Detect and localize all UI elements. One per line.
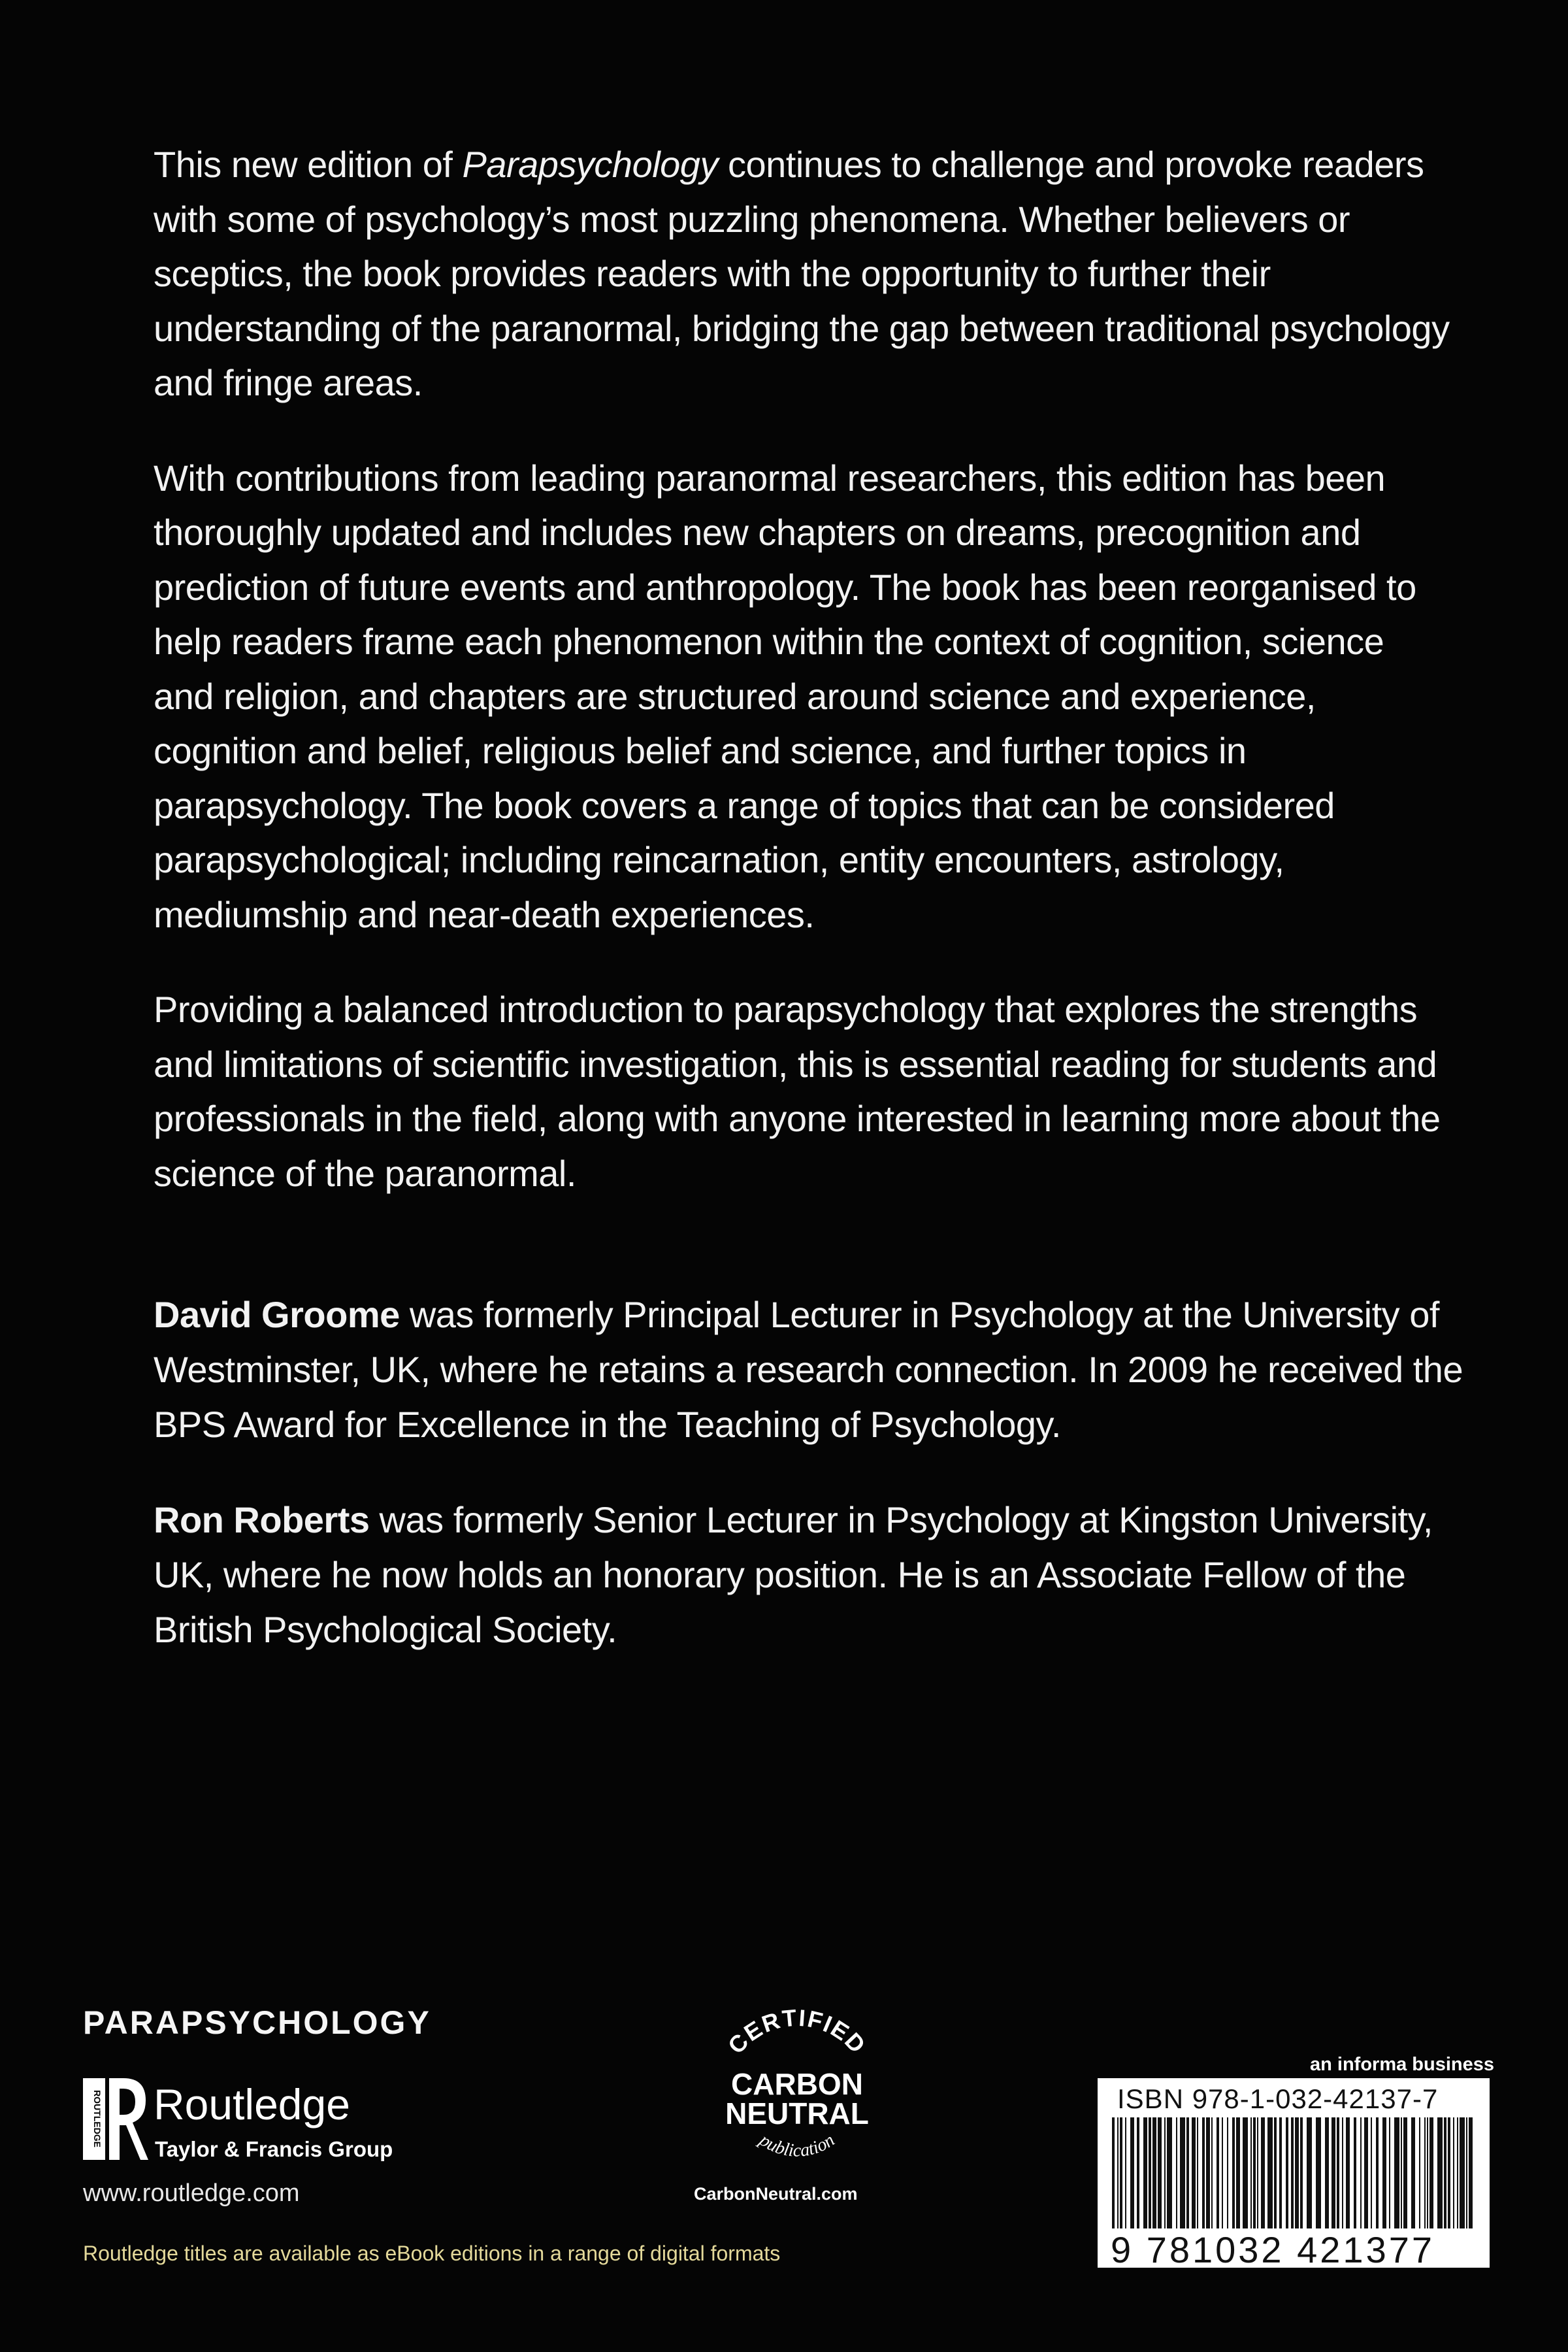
svg-text:publication: [755, 2129, 838, 2161]
author-bio-groome: [154, 1287, 1499, 1452]
blurb-p1-lead: This new edition of: [154, 144, 463, 185]
seal-bottom-text: publication: [755, 2130, 839, 2161]
barcode-bar: [1202, 2117, 1205, 2228]
barcode-bar: [1186, 2117, 1189, 2228]
barcode-bar: [1389, 2117, 1390, 2228]
barcode-bar: [1227, 2117, 1228, 2228]
barcode-bar: [1274, 2117, 1277, 2228]
barcode-bar: [1261, 2117, 1265, 2228]
barcode-bar: [1217, 2117, 1219, 2228]
blurb: [154, 137, 1454, 1241]
ebook-note: Routledge titles are available as eBook editions in a range of digital formats: [83, 2242, 781, 2265]
blurb-paragraph-1: [154, 137, 1454, 410]
barcode-bar: [1158, 2117, 1162, 2228]
blurb-paragraph-3: Providing a balanced introduction to parapsychology that explores the strengths and limitations of scientific investigation, this is essential reading for students and professionals in the field, along with anyone interested in learning more about the science of the paranormal.: [154, 989, 1441, 1194]
barcode-bar: [1427, 2117, 1428, 2228]
barcode-bar: [1444, 2117, 1446, 2228]
informa-bold: informa: [1337, 2054, 1407, 2075]
barcode-bar: [1112, 2117, 1115, 2228]
barcode-digits: 9 781032 421377: [1111, 2229, 1435, 2270]
barcode-bar: [1267, 2117, 1273, 2228]
barcode-bar: [1331, 2117, 1335, 2228]
barcode-bar: [1149, 2117, 1151, 2228]
barcode-bar: [1295, 2117, 1299, 2228]
seal-url: CarbonNeutral.com: [694, 2184, 858, 2204]
barcode-bar: [1300, 2117, 1303, 2228]
seal-top-text: CERTIFIED: [722, 2004, 872, 2059]
barcode-panel: [1098, 2078, 1490, 2268]
barcode-bar: [1411, 2117, 1415, 2228]
book-title-italic: Parapsychology: [462, 144, 718, 185]
barcode-bar: [1279, 2117, 1282, 2228]
barcode-bar: [1376, 2117, 1379, 2228]
barcode-bars: [1104, 2117, 1483, 2228]
barcode-bar: [1250, 2117, 1252, 2228]
barcode-bar: [1448, 2117, 1450, 2228]
barcode-bar: [1236, 2117, 1240, 2228]
author-name: Ron Roberts: [154, 1499, 370, 1540]
barcode-bar: [1152, 2117, 1156, 2228]
informa-tagline: [1310, 2054, 1494, 2076]
barcode-bar: [1257, 2117, 1258, 2228]
barcode-bar: [1176, 2117, 1177, 2228]
barcode-bar: [1360, 2117, 1362, 2228]
barcode-bar: [1419, 2117, 1420, 2228]
barcode-bar: [1460, 2117, 1465, 2228]
barcode-bar: [1457, 2117, 1458, 2228]
author-bio-text: was formerly Senior Lecturer in Psychology at Kingston University, UK, where he now holds an honorary position. He is an Associate Fellow of the British Psychological Society.: [154, 1499, 1433, 1650]
barcode-bar: [1120, 2117, 1122, 2228]
seal-line-1: CARBON: [731, 2067, 863, 2101]
publisher-group: Taylor & Francis Group: [155, 2137, 393, 2161]
barcode-bar: [1117, 2117, 1119, 2228]
barcode-bar: [1164, 2117, 1166, 2228]
barcode-bar: [1394, 2117, 1399, 2228]
barcode-bar: [1253, 2117, 1256, 2228]
barcode-bar: [1286, 2117, 1288, 2228]
barcode-bar: [1424, 2117, 1426, 2228]
author-name: David Groome: [154, 1294, 400, 1335]
barcode-bar: [1180, 2117, 1185, 2228]
publisher-name: Routledge: [154, 2080, 350, 2128]
isbn-label: ISBN 978-1-032-42137-7: [1117, 2083, 1439, 2114]
author-bio-text: was formerly Principal Lecturer in Psychology at the University of Westminster, UK, where he retains a research connection. In 2009 he received the BPS Award for Excellence in the Teaching of Psychology.: [154, 1294, 1463, 1445]
barcode-bar: [1243, 2117, 1248, 2228]
barcode-bar: [1403, 2117, 1407, 2228]
barcode-bar: [1382, 2117, 1386, 2228]
barcode-bar: [1143, 2117, 1147, 2228]
barcode-bar: [1130, 2117, 1134, 2228]
barcode-bar: [1429, 2117, 1433, 2228]
barcode-bar: [1325, 2117, 1329, 2228]
svg-text:CERTIFIED: [723, 2004, 872, 2059]
blurb-paragraph-2: With contributions from leading paranormal researchers, this edition has been thoroughly updated and includes new chapters on dreams, precognition and prediction of future events and anthropology. The book has been reorganised to help readers frame each phenomenon within the context of cognition, science and religion, and chapters are structured around science and experience, cognition and belief, religious belief and science, and further topics in parapsychology. The book covers a range of topics that can be considered parapsychological; including reincarnation, entity encounters, astrology, mediumship and near-death experiences.: [154, 457, 1416, 935]
barcode-bar: [1364, 2117, 1368, 2228]
barcode-bar: [1342, 2117, 1343, 2228]
barcode-bar: [1291, 2117, 1294, 2228]
barcode-bar: [1371, 2117, 1372, 2228]
barcode-bar: [1316, 2117, 1321, 2228]
barcode-bar: [1197, 2117, 1198, 2228]
publisher-url: www.routledge.com: [83, 2179, 300, 2207]
barcode-bar: [1469, 2117, 1473, 2228]
barcode-bar: [1222, 2117, 1223, 2228]
carbon-neutral-seal-icon: [699, 2000, 895, 2196]
barcode-bar: [1125, 2117, 1126, 2228]
author-bios: [154, 1287, 1499, 1698]
barcode-bar: [1211, 2117, 1213, 2228]
barcode-bar: [1206, 2117, 1210, 2228]
seal-line-2: NEUTRAL: [725, 2096, 869, 2130]
barcode-bar: [1232, 2117, 1235, 2228]
barcode-bar: [1453, 2117, 1454, 2228]
informa-post: business: [1407, 2054, 1495, 2075]
routledge-logo-icon: [83, 2078, 148, 2160]
barcode-bar: [1346, 2117, 1350, 2228]
author-bio-roberts: [154, 1493, 1499, 1657]
informa-pre: an: [1310, 2054, 1337, 2075]
logo-vertical-text: ROUTLEDGE: [92, 2090, 103, 2147]
barcode-bar: [1307, 2117, 1312, 2228]
barcode-bar: [1401, 2117, 1402, 2228]
barcode-bar: [1137, 2117, 1139, 2228]
barcode-bar: [1466, 2117, 1467, 2228]
barcode-bar: [1192, 2117, 1196, 2228]
barcode-bar: [1167, 2117, 1172, 2228]
blurb-p1-rest: continues to challenge and provoke readers with some of psychology’s most puzzling phenomena. Whether believers or sceptics, the book provides readers with the opportunity to further their understanding of the paranormal, bridging the gap between traditional psychology and fringe areas.: [154, 144, 1450, 403]
barcode-bar: [1337, 2117, 1339, 2228]
barcode-bar: [1437, 2117, 1443, 2228]
barcode-bar: [1354, 2117, 1356, 2228]
series-title: PARAPSYCHOLOGY: [83, 2004, 431, 2041]
